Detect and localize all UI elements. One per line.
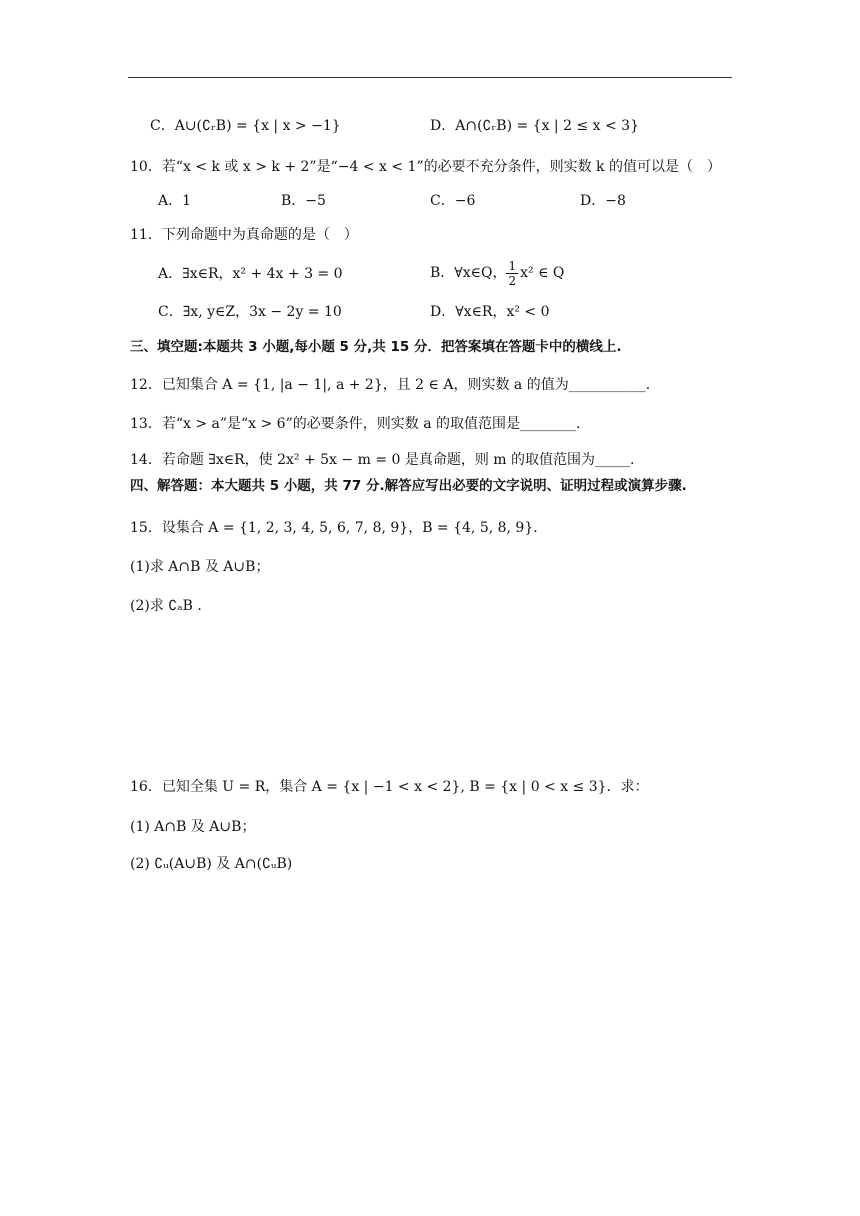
q11-option-a: A．∃x∈R，x² + 4x + 3 = 0 (158, 266, 343, 282)
q11-option-b-prefix: B．∀x∈Q， (430, 265, 507, 281)
q16-part-1: (1) A∩B 及 A∪B； (130, 819, 256, 835)
q16-stem: 16．已知全集 U = R，集合 A = {x | −1 < x < 2}, B = {x | 0 < x ≤ 3}．求： (130, 779, 649, 795)
q11-stem: 11．下列命题中为真命题的是（ ） (130, 227, 358, 243)
q11-option-b (430, 258, 564, 288)
q11-fraction (506, 259, 518, 288)
q12: 12．已知集合 A = {1, |a − 1|, a + 2}，且 2 ∈ A，则实数 a 的值为___________. (130, 377, 651, 393)
q10-option-d: D．−8 (580, 193, 626, 209)
q11-fraction-numerator: 1 (508, 258, 517, 273)
q13: 13．若“x > a”是“x > 6”的必要条件，则实数 a 的取值范围是________. (130, 416, 581, 432)
q9-option-c: C．A∪(∁ᵣB) = {x | x > −1} (150, 118, 341, 134)
q10-option-c: C．−6 (430, 193, 476, 209)
q10-option-a: A．1 (158, 193, 192, 209)
q15-part-2: (2)求 ∁ₐB . (130, 598, 202, 614)
q10-stem: 10．若“x < k 或 x > k + 2”是“−4 < x < 1”的必要不充分条件，则实数 k 的值可以是（ ） (130, 159, 721, 175)
q15-stem: 15．设集合 A = {1, 2, 3, 4, 5, 6, 7, 8, 9}，B = {4, 5, 8, 9}. (130, 520, 538, 536)
q11-option-d: D．∀x∈R，x² < 0 (430, 304, 550, 320)
q11-fraction-denominator: 2 (508, 273, 517, 288)
q15-part-1: (1)求 A∩B 及 A∪B； (130, 559, 270, 575)
header-rule (128, 77, 732, 78)
q10-option-b: B．−5 (281, 193, 326, 209)
q11-option-b-suffix: x² ∈ Q (520, 265, 565, 281)
q16-part-2: (2) ∁ᵤ(A∪B) 及 A∩(∁ᵤB) (130, 856, 293, 872)
q9-option-d: D．A∩(∁ᵣB) = {x | 2 ≤ x < 3} (430, 118, 639, 134)
section-3-heading: 三、填空题:本题共 3 小题,每小题 5 分,共 15 分．把答案填在答题卡中的横线上. (130, 339, 622, 355)
section-4-heading: 四、解答题：本大题共 5 小题，共 77 分.解答应写出必要的文字说明、证明过程或演算步骤. (130, 478, 687, 494)
q14: 14．若命题 ∃x∈R，使 2x² + 5x − m = 0 是真命题，则 m 的取值范围为_____. (130, 452, 635, 468)
q11-option-c: C．∃x, y∈Z，3x − 2y = 10 (158, 304, 342, 320)
